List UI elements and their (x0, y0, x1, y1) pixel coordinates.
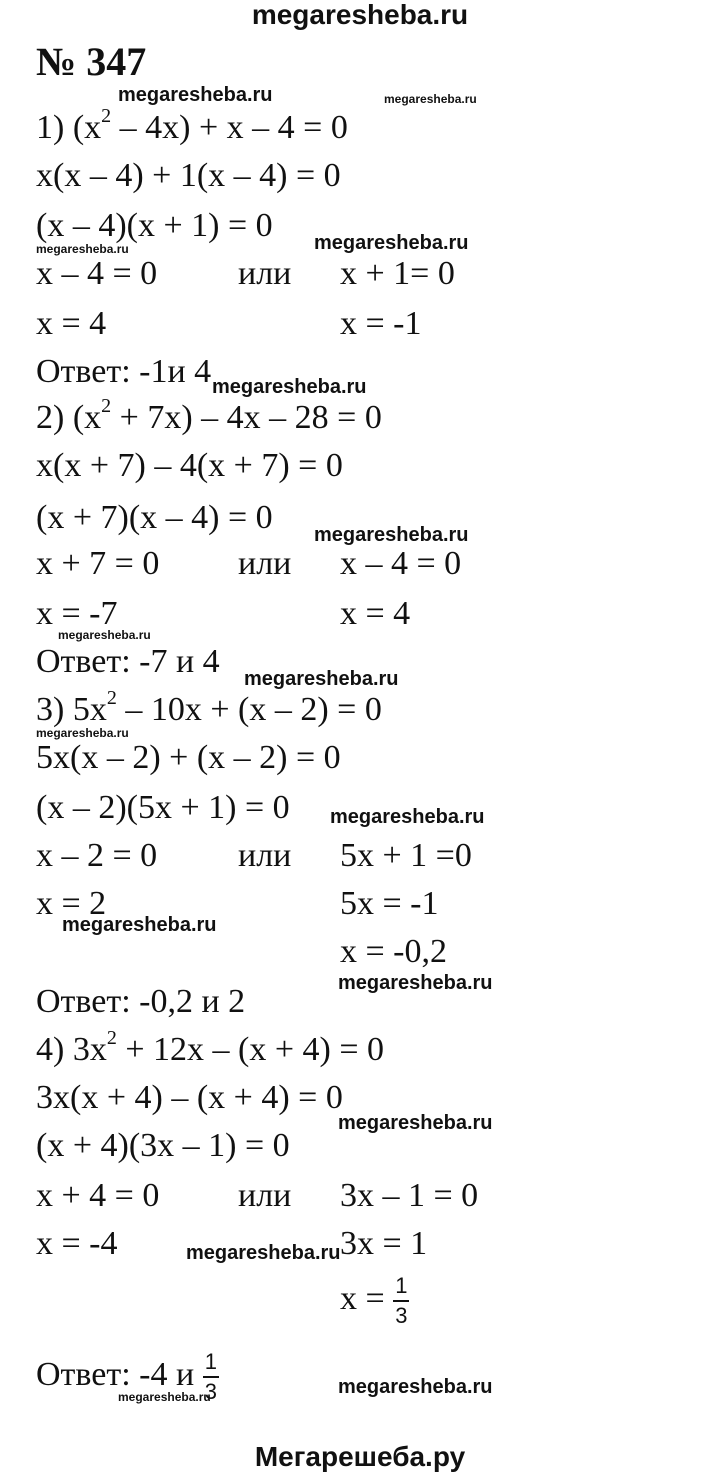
watermark: megaresheba.ru (36, 242, 129, 256)
equation-part: + 7x) – 4x – 28 = 0 (111, 399, 382, 436)
fraction (393, 1274, 409, 1328)
watermark: megaresheba.ru (330, 806, 485, 828)
watermark: megaresheba.ru (118, 84, 273, 106)
answer-label: Ответ: -4 и (36, 1355, 203, 1393)
solution-step: 5x(x – 2) + (x – 2) = 0 (36, 739, 341, 776)
or-word: или (238, 1177, 292, 1214)
watermark: megaresheba.ru (314, 524, 469, 546)
problem-number: № 347 (36, 39, 147, 84)
case-left: x – 4 = 0 (36, 255, 158, 292)
case-left: x – 2 = 0 (36, 837, 158, 874)
solution-step: (x + 4)(3x – 1) = 0 (36, 1127, 290, 1164)
exponent: 2 (106, 687, 117, 709)
watermark: megaresheba.ru (186, 1242, 341, 1264)
root-right: x = 4 (340, 595, 411, 632)
case-left: x + 4 = 0 (36, 1177, 160, 1214)
solution-step: x(x – 4) + 1(x – 4) = 0 (36, 157, 341, 194)
root-label: x = (340, 1279, 394, 1317)
watermark: megaresheba.ru (244, 668, 399, 690)
or-word: или (238, 837, 292, 874)
case-left: x + 7 = 0 (36, 545, 160, 582)
answer: Ответ: -0,2 и 2 (36, 983, 246, 1020)
solution-step: x(x + 7) – 4(x + 7) = 0 (36, 447, 343, 484)
case-right: x + 1= 0 (340, 255, 455, 292)
watermark: megaresheba.ru (212, 376, 367, 398)
watermark: megaresheba.ru (62, 914, 217, 936)
watermark: megaresheba.ru (338, 972, 493, 994)
solution-step: 3x(x + 4) – (x + 4) = 0 (36, 1079, 343, 1116)
watermark: megaresheba.ru (338, 1112, 493, 1134)
case-right: 3x – 1 = 0 (340, 1177, 479, 1214)
equation-part: – 10x + (x – 2) = 0 (116, 691, 382, 728)
root-left: x = -7 (36, 595, 118, 632)
equation (36, 395, 382, 438)
solution-step: (x – 4)(x + 1) = 0 (36, 207, 273, 244)
root-left: x = 4 (36, 305, 107, 342)
equation-part: + 12x – (x + 4) = 0 (116, 1031, 384, 1068)
answer: Ответ: -7 и 4 (36, 643, 220, 680)
or-word: или (238, 545, 292, 582)
root-left: x = -4 (36, 1225, 118, 1262)
watermark: megaresheba.ru (384, 92, 477, 106)
equation (36, 687, 382, 730)
root-right: 5x = -1 (340, 885, 439, 922)
root-right: 3x = 1 (340, 1225, 428, 1262)
equation-part: 1) (x (36, 109, 102, 146)
watermark: megaresheba.ru (36, 726, 129, 740)
site-header: megaresheba.ru (251, 0, 469, 30)
watermark: megaresheba.ru (314, 232, 469, 254)
equation-part: 2) (x (36, 399, 102, 436)
equation-part: – 4x) + x – 4 = 0 (111, 109, 348, 146)
root-right: x = -0,2 (340, 933, 447, 970)
watermark: megaresheba.ru (338, 1376, 493, 1398)
watermark: megaresheba.ru (118, 1390, 211, 1404)
exponent: 2 (101, 105, 112, 127)
root-left: x = 2 (36, 885, 107, 922)
solution-step: (x – 2)(5x + 1) = 0 (36, 789, 290, 826)
answer: Ответ: -1и 4 (36, 353, 212, 390)
fraction-denominator: 3 (204, 1379, 217, 1404)
or-word: или (238, 255, 292, 292)
exponent: 2 (106, 1027, 117, 1049)
equation (36, 105, 348, 148)
fraction-denominator: 3 (395, 1303, 408, 1328)
exponent: 2 (101, 395, 112, 417)
watermark: megaresheba.ru (58, 628, 151, 642)
solution-step: (x + 7)(x – 4) = 0 (36, 499, 273, 536)
case-right: x – 4 = 0 (340, 545, 462, 582)
equation (36, 1027, 384, 1070)
fraction-numerator: 1 (203, 1350, 219, 1378)
root-right: x = -1 (340, 305, 422, 342)
case-right: 5x + 1 =0 (340, 837, 472, 874)
equation-part: 3) 5x (36, 691, 107, 728)
equation-part: 4) 3x (36, 1031, 107, 1068)
site-footer: Мегарешеба.ру (254, 1441, 466, 1472)
fraction-numerator: 1 (393, 1274, 409, 1302)
root-right-fraction (340, 1274, 409, 1328)
